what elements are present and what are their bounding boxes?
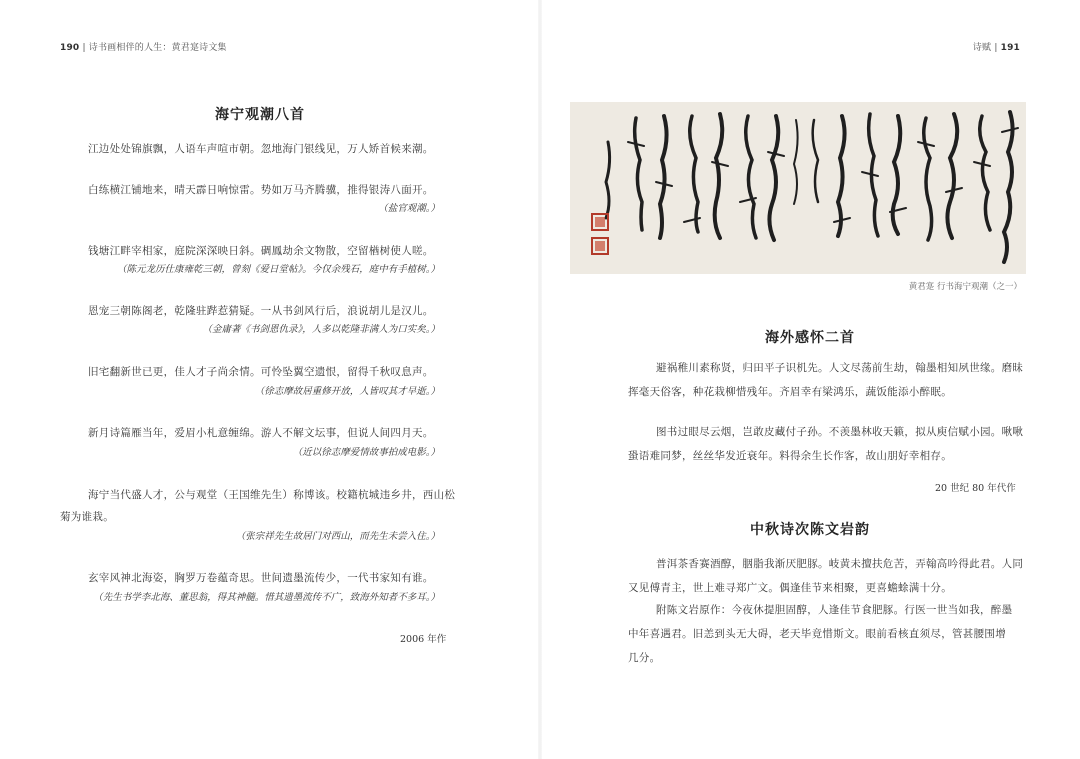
poem-line: 白练横江铺地来，晴天霹日响惊雷。势如万马齐腾骥，推得银涛八面开。 <box>88 184 434 196</box>
poem-paragraph-line: 避祸稚川素称贤，归田平子识机先。人文尽荡前生劫，翰墨相知夙世缘。磨昧 <box>656 362 1024 374</box>
poem-note: （盐官观潮。） <box>378 203 440 214</box>
poem-paragraph <box>628 552 1023 600</box>
right-page-number: 191 <box>1000 43 1020 53</box>
poem-paragraph-line: 图书过眼尽云烟，岂敢皮藏付子孙。不羡墨林收天籁，拟从庾信赋小园。啾啾 <box>656 426 1024 438</box>
poem-paragraph-line: 附陈文岩原作：今夜休提胆固醇，人逢佳节食肥豚。行医一世当如我，醉墨 <box>656 604 1013 616</box>
header-separator: | <box>82 43 86 53</box>
poem-note: （金庸著《书剑恩仇录》，人多以乾隆非满人为口实矣。） <box>202 324 440 335</box>
poem-line: 海宁当代盛人才，公与观堂（王国维先生）称博该。校籍杭城违乡井，西山松 <box>88 489 456 501</box>
poem-paragraph-line: 蛩语难同梦，丝丝华发近衰年。料得余生长作客，故山朋好幸相存。 <box>628 450 952 462</box>
figure-caption: 黄君寔 行书海宁观潮（之一） <box>908 282 1022 292</box>
header-separator: | <box>994 43 998 53</box>
poem-note: （张宗祥先生故居门对西山，而先生未尝入住。） <box>235 531 440 542</box>
poem-paragraph-line: 挥毫天俗客，种花栽柳惜残年。齐眉幸有梁鸿乐，蔬饭能添小醉眠。 <box>628 386 952 398</box>
poem-date: 2006 年作 <box>400 634 447 645</box>
poem-title: 海外感怀二首 <box>765 330 855 346</box>
poem-line: 钱塘江畔宰相家，庭院深深映日斜。碉鳳劫余文物散，空留楢树使人嗟。 <box>88 245 434 257</box>
poem-note: （近以徐志摩爱情故事拍成电影。） <box>292 447 440 458</box>
poem-title: 中秋诗次陈文岩韵 <box>750 522 870 538</box>
calligraphy-artwork <box>570 102 1026 274</box>
poem-line: 玄宰风神北海姿，胸罗万卷蕴奇思。世间遗墨流传少，一代书家知有谁。 <box>88 572 434 584</box>
right-running-head <box>973 40 1020 53</box>
poem-paragraph-line: 中年喜遇君。旧恙到头无大碍，老天毕竟惜斯文。眼前看核直须尽，管甚腰围增 <box>628 628 1006 640</box>
poem-date: 20 世纪 80 年代作 <box>935 483 1016 494</box>
poem-line: 新月诗篇雁当年，爱眉小札意缠绵。游人不解文坛事，但说人间四月天。 <box>88 427 434 439</box>
book-gutter <box>538 0 542 759</box>
left-running-head <box>60 40 227 53</box>
poem-paragraph <box>628 598 1012 670</box>
poem-paragraph-line: 又见傅青主，世上难寻郑广文。偶逢佳节来相聚，更喜蟾蜍满十分。 <box>628 582 952 594</box>
poem-line: 菊为谁栽。 <box>60 511 114 523</box>
poem-paragraph-line: 几分。 <box>628 652 661 664</box>
poem-line: 恩宠三朝陈阁老，乾隆驻跸惹猜疑。一从书剑风行后，浪说胡儿是汉儿。 <box>88 305 434 317</box>
poem-paragraph <box>628 356 1023 404</box>
poem-paragraph <box>628 420 1023 468</box>
poem-note: （徐志摩故居重修开放，人皆叹其才早逝。） <box>254 386 440 397</box>
poem-title: 海宁观潮八首 <box>215 107 305 123</box>
section-name: 诗赋 <box>972 43 992 53</box>
calligraphy-image <box>570 102 1026 274</box>
poem-line: 江边处处锦旗飘，人语车声喧市朝。忽地海门银线见，万人矫首候来潮。 <box>88 143 434 155</box>
left-page-number: 190 <box>60 43 80 53</box>
poem-note: （先生书学李北海、董思翁，得其神髓。惜其遗墨流传不广，致海外知者不多耳。） <box>93 592 440 603</box>
poem-line: 旧宅翻新世已更，佳人才子尚余情。可怜坠翼空遗恨，留得千秋叹息声。 <box>88 366 434 378</box>
poem-note: （陈元龙历仕康雍乾三朝，曾刻《爱日堂帖》。今仅余残石，庭中有手植树。） <box>116 264 440 275</box>
book-title: 诗书画相伴的人生：黄君寔诗文集 <box>88 43 227 53</box>
poem-paragraph-line: 普洱茶香赛酒醇，胭脂我渐厌肥豚。岐黄未擅扶危苦，弄翰高吟得此君。人同 <box>656 558 1024 570</box>
